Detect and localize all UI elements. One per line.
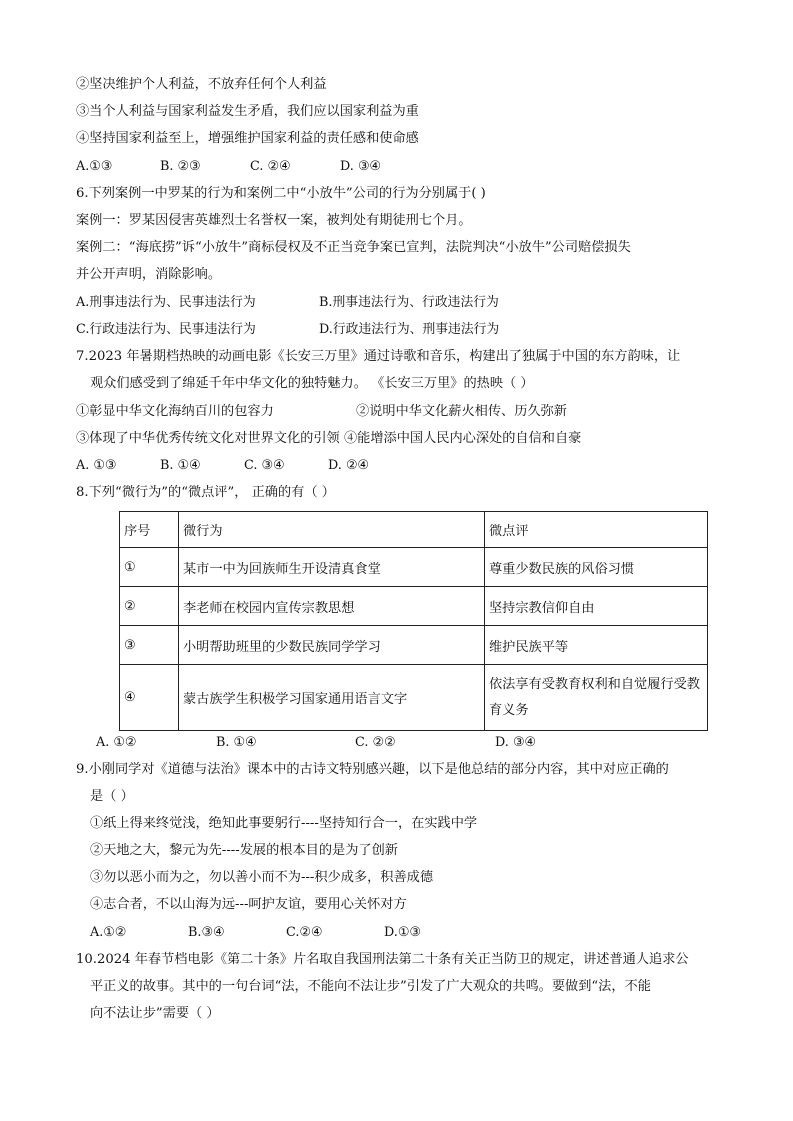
q7-statement-2: ②说明中华文化薪火相传、历久弥新 [356, 404, 567, 419]
q7-stem-line-1: 7.2023 年暑期档热映的动画电影《长安三万里》通过诗歌和音乐，构建出了独属于中国的东方韵味，让 [76, 349, 681, 364]
q5-option-d: D. ③④ [340, 159, 381, 174]
header-behavior: 微行为 [179, 512, 485, 548]
row-comment: 依法享有受教育权利和自觉履行受教育义务 [485, 665, 708, 731]
q7-statement-3-4: ③体现了中华优秀传统文化对世界文化的引领 ④能增添中国人民内心深处的自信和自豪 [76, 431, 582, 446]
q8-option-b: B. ①④ [216, 735, 257, 750]
q6-option-a: A.刑事违法行为、民事违法行为 [76, 295, 256, 310]
table-header-row [120, 512, 708, 548]
q7-option-d: D. ②④ [328, 458, 369, 473]
q9-statement-3: ③勿以恶小而为之，勿以善小而不为---积少成多，积善成德 [90, 870, 434, 885]
row-behavior: 小明帮助班里的少数民族同学学习 [179, 626, 485, 665]
header-index: 序号 [120, 512, 179, 548]
row-comment: 尊重少数民族的风俗习惯 [485, 548, 708, 587]
row-comment: 坚持宗教信仰自由 [485, 587, 708, 626]
q7-stem-line-2: 观众们感受到了绵延千年中华文化的独特魅力。 《长安三万里》的热映（ ） [90, 376, 534, 391]
table-row [120, 548, 708, 587]
q5-statement-3: ③当个人利益与国家利益发生矛盾，我们应以国家利益为重 [76, 104, 419, 119]
q5-statement-4: ④坚持国家利益至上，增强维护国家利益的责任感和使命感 [76, 131, 419, 146]
q6-case-1: 案例一：罗某因侵害英雄烈士名誉权一案，被判处有期徒刑七个月。 [76, 213, 472, 228]
q7-option-a: A. ①③ [76, 458, 117, 473]
q9-stem-line-1: 9.小刚同学对《道德与法治》课本中的古诗文特别感兴趣，以下是他总结的部分内容，其中对应正确的 [76, 762, 669, 777]
q7-option-c: C. ③④ [244, 458, 285, 473]
q6-option-d: D.行政违法行为、刑事违法行为 [319, 322, 500, 337]
q5-option-b: B. ②③ [160, 159, 201, 174]
row-index: ④ [120, 665, 179, 731]
q9-statement-1: ①纸上得来终觉浅，绝知此事要躬行----坚持知行合一，在实践中学 [90, 816, 478, 831]
row-index: ③ [120, 626, 179, 665]
q6-case-2-line-2: 并公开声明，消除影响。 [76, 267, 222, 282]
q7-statement-1: ①彰显中华文化海纳百川的包容力 [76, 404, 274, 419]
q8-table [119, 511, 708, 731]
row-index: ② [120, 587, 179, 626]
q6-option-c: C.行政违法行为、民事违法行为 [76, 322, 256, 337]
table-row [120, 587, 708, 626]
q9-option-b: B.③④ [188, 925, 225, 940]
table-row [120, 665, 708, 731]
q5-option-a: A.①③ [76, 159, 113, 174]
q9-option-a: A.①② [90, 925, 127, 940]
row-index: ① [120, 548, 179, 587]
q7-option-b: B. ①④ [160, 458, 201, 473]
q6-stem: 6.下列案例一中罗某的行为和案例二中“小放牛”公司的行为分别属于( ) [76, 186, 486, 201]
row-behavior: 李老师在校园内宣传宗教思想 [179, 587, 485, 626]
header-comment: 微点评 [485, 512, 708, 548]
q9-stem-line-2: 是（ ） [90, 789, 134, 804]
q8-option-d: D. ③④ [495, 735, 536, 750]
table-row [120, 626, 708, 665]
q6-option-b: B.刑事违法行为、行政违法行为 [319, 295, 499, 310]
q10-stem-line-2: 平正义的故事。其中的一句台词“法，不能向不法让步”引发了广大观众的共鸣。要做到“法，不能 [90, 979, 651, 994]
q9-option-d: D.①③ [384, 925, 421, 940]
q5-statement-2: ②坚决维护个人利益，不放弃任何个人利益 [76, 77, 327, 92]
q8-option-a: A. ①② [96, 735, 137, 750]
q8-option-c: C. ②② [355, 735, 396, 750]
q9-option-c: C.②④ [286, 925, 323, 940]
q10-stem-line-1: 10.2024 年春节档电影《第二十条》片名取自我国刑法第二十条有关正当防卫的规定，讲述普通人追求公 [76, 952, 689, 967]
q8-stem: 8.下列“微行为”的“微点评”， 正确的有（ ） [76, 485, 335, 500]
q9-statement-4: ④志合者，不以山海为远---呵护友谊，要用心关怀对方 [90, 897, 407, 912]
q5-option-c: C. ②④ [250, 159, 291, 174]
row-behavior: 某市一中为回族师生开设清真食堂 [179, 548, 485, 587]
q6-case-2-line-1: 案例二：“海底捞”诉“小放牛”商标侵权及不正当竞争案已宣判，法院判决“小放牛”公司赔偿损失 [76, 240, 631, 255]
q9-statement-2: ②天地之大，黎元为先----发展的根本目的是为了创新 [90, 843, 398, 858]
row-comment: 维护民族平等 [485, 626, 708, 665]
q10-stem-line-3: 向不法让步”需要（ ） [90, 1006, 220, 1021]
row-behavior: 蒙古族学生积极学习国家通用语言文字 [179, 665, 485, 731]
